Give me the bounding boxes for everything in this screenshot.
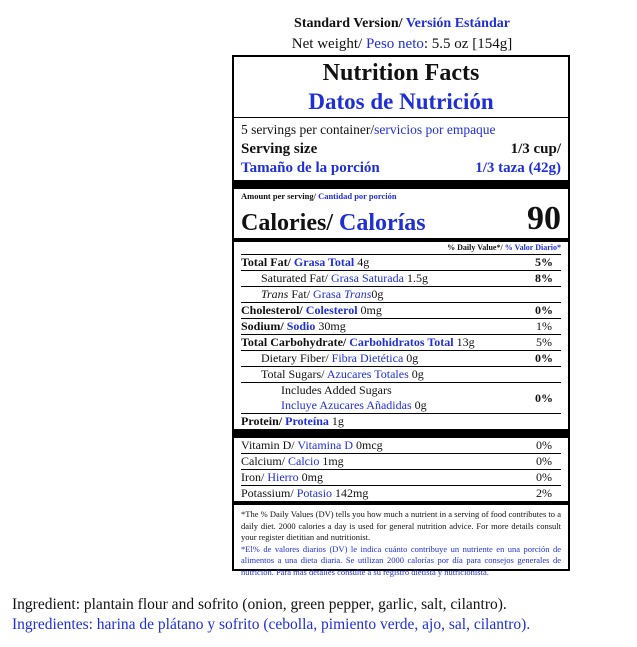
dietary-fiber-dv: 0% [535, 351, 553, 365]
serving-size-en-value: 1/3 cup/ [510, 141, 561, 157]
label-title-en: Nutrition Facts [322, 60, 480, 86]
ingredients-es: Ingredientes: harina de plátano y sofrito (cebolla, pimiento verde, ajo, sal, cilantro). [12, 616, 531, 633]
added-sugars-dv: 0% [535, 390, 553, 405]
cholesterol-dv: 0% [535, 303, 553, 317]
protein-row: Protein/ Proteína 1g [241, 413, 561, 429]
footnote-en: *The % Daily Values (DV) tells you how much a nutrient in a serving of food contributes to a daily diet. 2000 calories a day is used for general nutrition advice. For more details consult your register dietitian and nutritionist. [241, 509, 561, 542]
amount-es: Cantidad por porción [318, 191, 397, 201]
dv-es: % Valor Diario* [504, 243, 561, 252]
ingredients-en: Ingredient: plantain flour and sofrito (onion, green pepper, garlic, salt, cilantro). [12, 596, 507, 613]
version-es: Versión Estándar [405, 16, 510, 31]
amount-en: Amount per serving/ [241, 191, 316, 201]
saturated-fat-dv: 8% [535, 271, 553, 285]
calories-en: Calories/ [241, 210, 333, 236]
sodium-dv: 1% [536, 319, 552, 333]
footnote-es: *El% de valores diarios (DV) le indica cuánto contribuye un nutriente en una porción de alimentos a una dieta diaria. Se utilizan 2000 calorías por día para consejos generales de nutrición. Para más detalles consulte a su registro dietista y nutricionista. [241, 543, 561, 577]
added-sugars-row: Includes Added Sugars Incluye Azucares Añadidas 0g 0% [241, 382, 561, 413]
footnote [241, 505, 561, 578]
daily-value-header [241, 242, 561, 254]
dietary-fiber-row: Dietary Fiber/ Fibra Dietética 0g 0% [241, 350, 561, 366]
potassium-row: Potassium/ Potasio 142mg 2% [241, 485, 561, 501]
saturated-fat-row: Saturated Fat/ Grasa Saturada 1.5g 8% [241, 270, 561, 286]
vitamin-d-row: Vitamin D/ Vitamina D 0mcg 0% [241, 438, 552, 452]
serving-size-en: Serving size [241, 141, 318, 157]
net-weight-line [232, 36, 572, 53]
sodium-row: Sodium/ Sodio 30mg 1% [241, 318, 561, 334]
net-weight-es: Peso neto [365, 36, 424, 52]
servings-en: 5 servings per container/ [241, 122, 375, 137]
net-weight-en: Net weight/ [291, 36, 363, 52]
version-en: Standard Version/ [294, 16, 403, 31]
total-fat-dv: 5% [535, 255, 553, 269]
serving-size-es-row [241, 159, 561, 178]
serving-size-es-value: 1/3 taza (42g) [475, 160, 561, 176]
servings-per-container [241, 120, 561, 140]
net-weight-value: : 5.5 oz [154g] [423, 36, 513, 52]
calories-row [241, 202, 561, 236]
serving-size-en-row [241, 140, 561, 159]
total-carb-row: Total Carbohydrate/ Carbohidratos Total 13g 5% [241, 334, 561, 350]
serving-size-es: Tamaño de la porción [241, 160, 380, 176]
divider [234, 117, 568, 118]
calcium-row: Calcium/ Calcio 1mg 0% [241, 453, 561, 469]
total-sugars-row: Total Sugars/ Azucares Totales 0g [241, 366, 561, 382]
iron-row: Iron/ Hierro 0mg 0% [241, 469, 561, 485]
label-title-es: Datos de Nutrición [308, 89, 494, 114]
nutrition-label [232, 55, 570, 577]
servings-es: servicios por empaque [374, 122, 496, 137]
calories-es: Calorías [338, 210, 426, 236]
amount-per-serving [241, 189, 561, 202]
version-line [232, 16, 572, 32]
total-carb-dv: 5% [536, 335, 552, 349]
total-fat-row: Total Fat/ Grasa Total 4g 5% [241, 254, 561, 270]
dv-en: % Daily Value*/ [447, 243, 503, 252]
thick-divider [234, 180, 568, 189]
thick-divider-2 [234, 429, 568, 438]
trans-fat-row: Trans Fat/ Grasa Trans0g [241, 286, 561, 302]
cholesterol-row: Cholesterol/ Colesterol 0mg 0% [241, 302, 561, 318]
calories-value: 90 [527, 200, 561, 237]
